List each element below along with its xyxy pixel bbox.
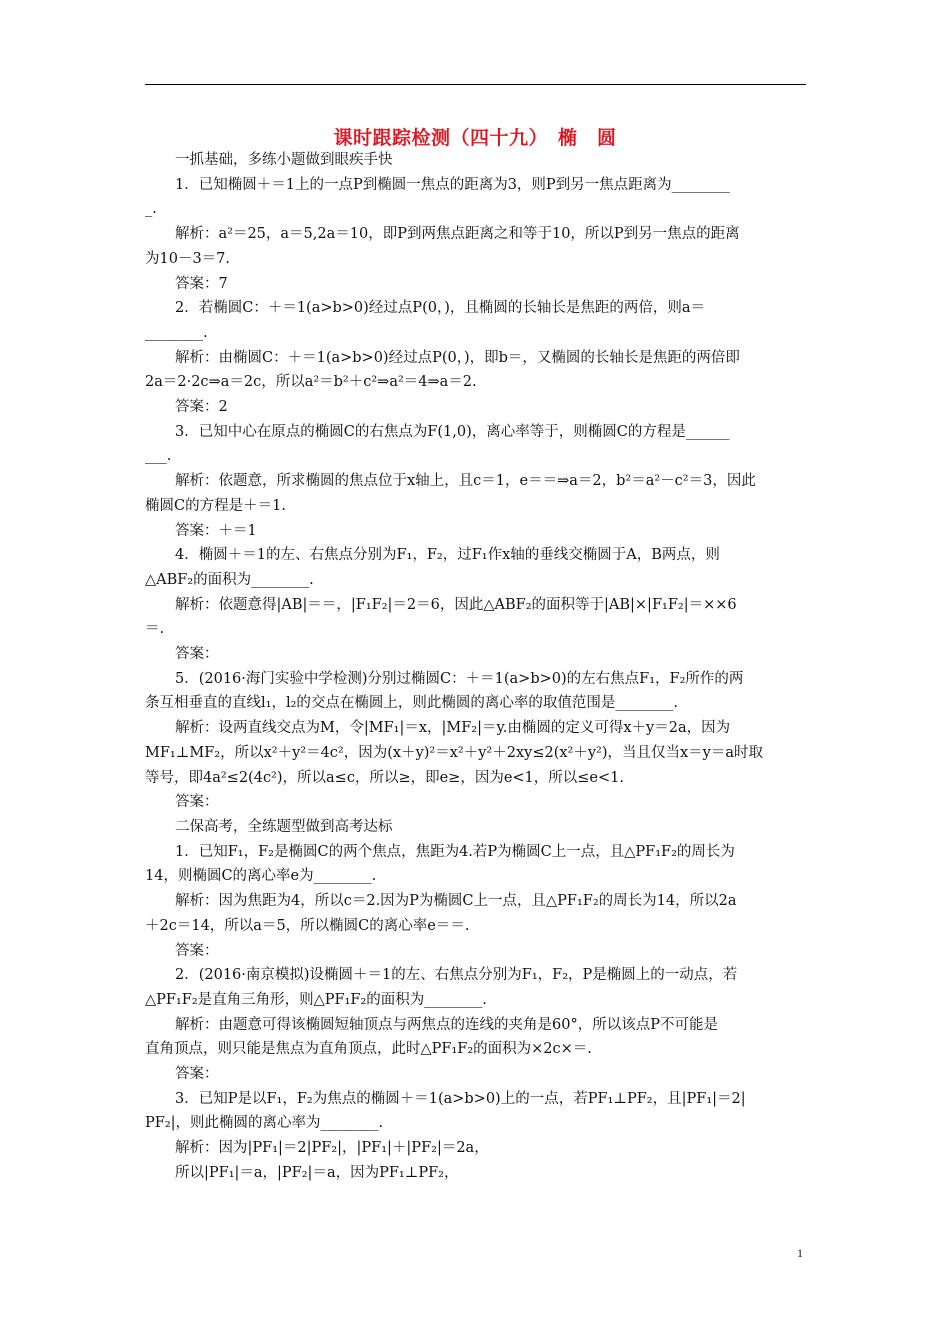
text-line: 2．(2016·南京模拟)设椭圆＋＝1的左、右焦点分别为F₁，F₂，P是椭圆上的一动点，若	[175, 967, 738, 984]
text-line: 等号，即4a²≤2(4c²)，所以a≤c，所以≥，即e≥，因为e<1，所以≤e<1.	[145, 769, 624, 786]
text-line: 5．(2016·海门实验中学检测)分别过椭圆C：＋＝1(a>b>0)的左右焦点F₁，F₂所作的两	[175, 670, 744, 687]
text-line: ___.	[145, 448, 172, 465]
text-line: ＋2c＝14，所以a＝5，所以椭圆C的离心率e＝＝.	[145, 917, 470, 934]
text-line: 二保高考，全练题型做到高考达标	[175, 818, 393, 835]
text-line: MF₁⊥MF₂，所以x²＋y²＝4c²，因为(x＋y)²＝x²＋y²＋2xy≤2(x²＋y²)，当且仅当x＝y＝a时取	[145, 744, 764, 761]
text-line: 答案：＋＝1	[175, 522, 257, 539]
text-line: 14，则椭圆C的离心率e为________.	[145, 868, 377, 885]
text-line: 所以|PF₁|＝a，|PF₂|＝a，因为PF₁⊥PF₂，	[175, 1164, 459, 1181]
text-line: 为10－3＝7.	[145, 250, 231, 267]
text-line: 条互相垂直的直线l₁，l₂的交点在椭圆上，则此椭圆的离心率的取值范围是________.	[145, 695, 679, 712]
text-line: PF₂|，则此椭圆的离心率为________.	[145, 1115, 384, 1132]
text-line: 解析：依题意得|AB|＝＝，|F₁F₂|＝2＝6，因此△ABF₂的面积等于|AB|×|F₁F₂|＝××6	[175, 596, 737, 613]
text-line: 答案：	[175, 942, 219, 959]
text-line: 解析：依题意，所求椭圆的焦点位于x轴上，且c＝1，e＝＝⇒a＝2，b²＝a²－c²＝3，因此	[175, 473, 756, 490]
text-line: _.	[145, 201, 157, 218]
text-line: 答案：	[175, 1066, 219, 1083]
text-line: 答案：7	[175, 275, 228, 292]
text-line: 一抓基础，多练小题做到眼疾手快	[175, 152, 393, 168]
header-rule	[145, 84, 806, 85]
text-line: 3．已知中心在原点的椭圆C的右焦点为F(1,0)，离心率等于，则椭圆C的方程是______	[175, 423, 730, 440]
text-line: 答案：2	[175, 399, 228, 416]
text-line: △ABF₂的面积为________.	[145, 571, 314, 588]
text-line: ＝.	[145, 621, 165, 638]
text-line: 解析：因为|PF₁|＝2|PF₂|，|PF₁|＋|PF₂|＝2a，	[175, 1140, 489, 1157]
page-number: 1	[797, 1246, 803, 1260]
text-line: 1．已知椭圆＋＝1上的一点P到椭圆一焦点的距离为3，则P到另一焦点距离为________	[175, 176, 730, 193]
text-line: 解析：由题意可得该椭圆短轴顶点与两焦点的连线的夹角是60°，所以该点P不可能是	[175, 1016, 718, 1033]
text-line: 直角顶点，则只能是焦点为直角顶点，此时△PF₁F₂的面积为×2c×＝.	[145, 1041, 592, 1058]
text-line: ________.	[145, 324, 208, 341]
text-line: 解析：因为焦距为4，所以c＝2.因为P为椭圆C上一点，且△PF₁F₂的周长为14，所以2a	[175, 893, 737, 910]
text-line: 答案：	[175, 646, 219, 663]
text-line: 2．若椭圆C：＋＝1(a>b>0)经过点P(0，)，且椭圆的长轴长是焦距的两倍，则a＝	[175, 300, 705, 317]
text-line: 解析：设两直线交点为M，令|MF₁|＝x，|MF₂|＝y.由椭圆的定义可得x＋y＝2a，因为	[175, 720, 731, 737]
text-line: 1．已知F₁，F₂是椭圆C的两个焦点，焦距为4.若P为椭圆C上一点，且△PF₁F₂的周长为	[175, 843, 735, 860]
text-line: 解析：a²＝25，a＝5,2a＝10，即P到两焦点距离之和等于10，所以P到另一焦点的距离	[175, 226, 740, 243]
text-line: △PF₁F₂是直角三角形，则△PF₁F₂的面积为________.	[145, 991, 487, 1008]
text-line: 4．椭圆＋＝1的左、右焦点分别为F₁，F₂，过F₁作x轴的垂线交椭圆于A，B两点，则	[175, 547, 720, 564]
text-line: 解析：由椭圆C：＋＝1(a>b>0)经过点P(0，)，即b＝，又椭圆的长轴长是焦距的两倍即	[175, 349, 740, 366]
document-body	[145, 148, 806, 1186]
text-line: 3．已知P是以F₁，F₂为焦点的椭圆＋＝1(a>b>0)上的一点，若PF₁⊥PF₂，且|PF₁|＝2|	[175, 1090, 746, 1107]
text-line: 椭圆C的方程是＋＝1.	[145, 497, 286, 514]
text-line: 答案：	[175, 794, 219, 811]
text-line: 2a＝2·2c⇒a＝2c，所以a²＝b²＋c²⇒a²＝4⇒a＝2.	[145, 374, 477, 391]
page-title: 课时跟踪检测（四十九） 椭 圆	[333, 127, 617, 149]
